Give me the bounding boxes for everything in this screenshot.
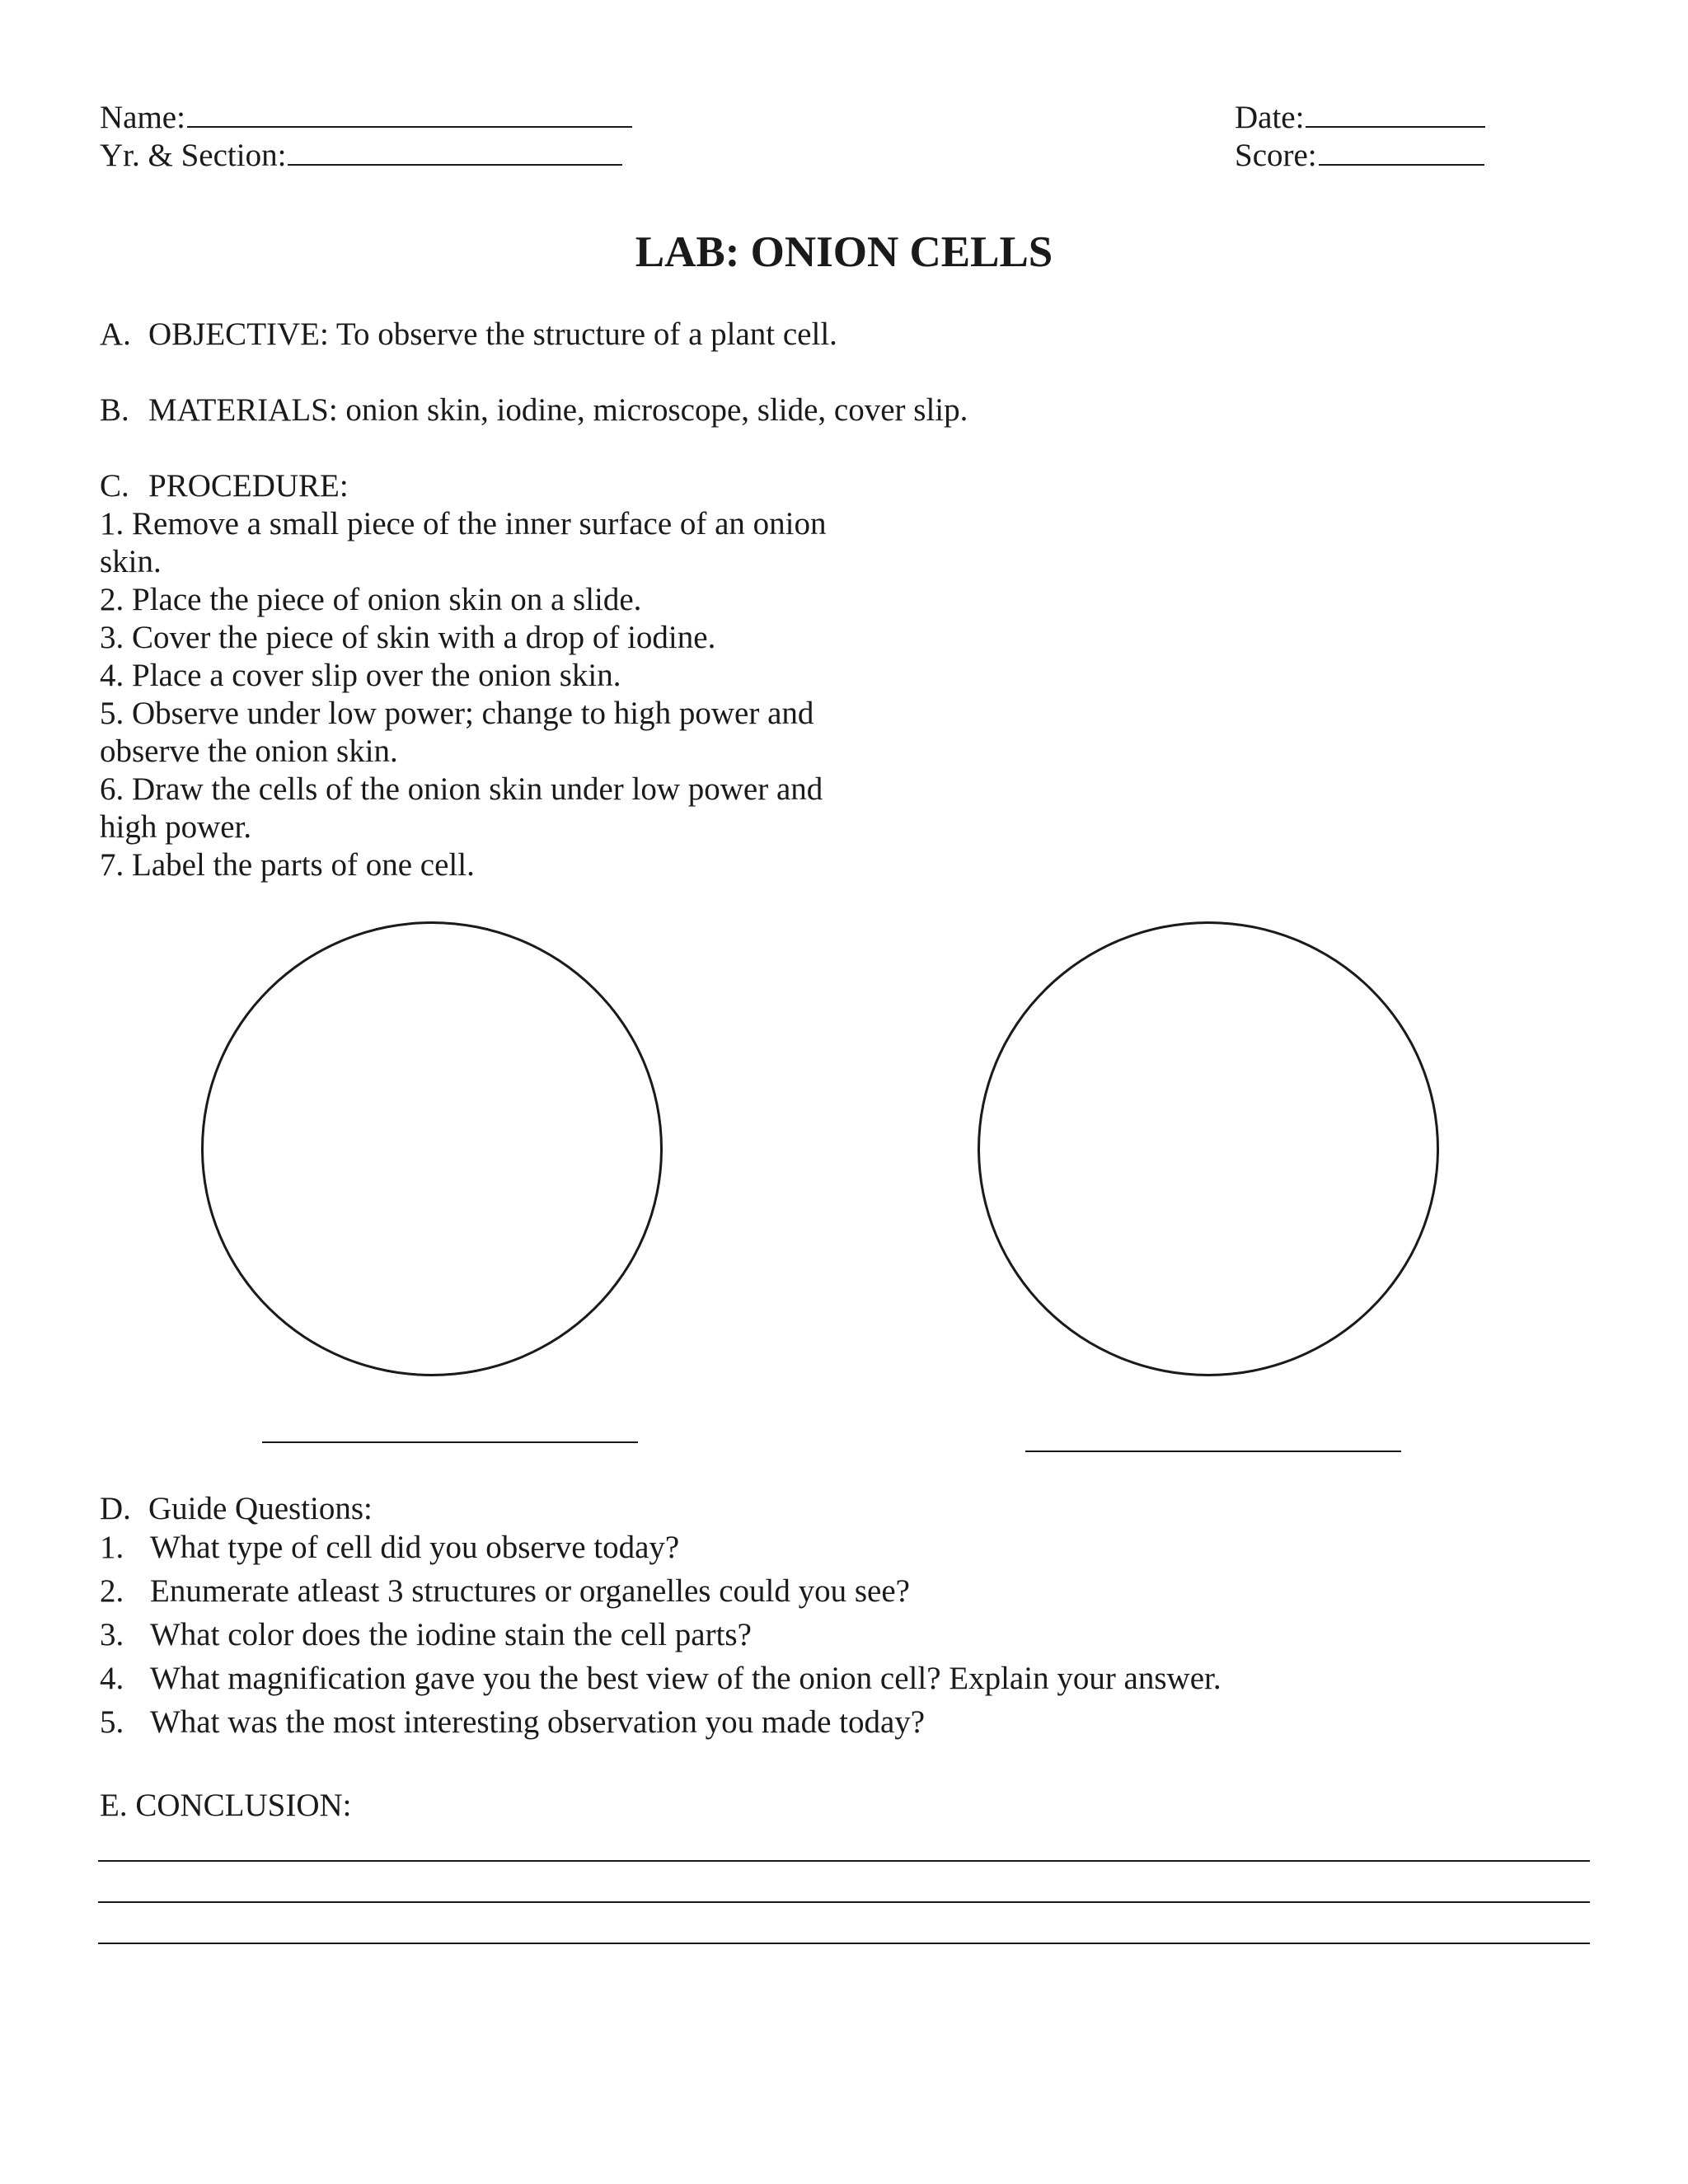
question-number: 5. [100,1704,124,1740]
guide-question [0,1575,1688,1613]
procedure-line: 7. Label the parts of one cell. [100,847,475,883]
procedure-letter: C. [100,468,129,504]
materials-text: MATERIALS: onion skin, iodine, microscope, slide, cover slip. [148,392,968,428]
question-text: What was the most interesting observation you made today? [150,1704,926,1740]
guide-questions-heading: Guide Questions: [148,1491,373,1526]
date-blank[interactable] [1306,126,1485,128]
score-label: Score: [1235,138,1317,173]
materials-letter: B. [100,392,129,428]
procedure-line: 2. Place the piece of onion skin on a slide. [100,582,642,617]
objective-letter: A. [100,316,131,352]
procedure-line: 5. Observe under low power; change to high power and [100,696,814,731]
guide-question [0,1531,1688,1569]
objective-text: OBJECTIVE: To observe the structure of a plant cell. [148,316,837,352]
section-field[interactable] [100,139,622,171]
low-power-caption-line[interactable] [262,1441,638,1443]
procedure-line: skin. [100,544,162,579]
procedure-line: observe the onion skin. [100,733,398,769]
question-text: What type of cell did you observe today? [150,1530,680,1565]
guide-question [0,1619,1688,1657]
conclusion-line[interactable] [98,1943,1590,1944]
question-number: 3. [100,1617,124,1652]
section-blank[interactable] [288,164,622,166]
procedure-line: 6. Draw the cells of the onion skin under low power and [100,771,823,807]
guide-question [0,1662,1688,1700]
score-field[interactable] [1235,139,1484,171]
score-blank[interactable] [1319,164,1484,166]
high-power-drawing-circle[interactable] [978,921,1439,1376]
name-blank[interactable] [187,126,632,128]
date-field[interactable] [1235,101,1485,134]
procedure-line: 1. Remove a small piece of the inner surface of an onion [100,506,827,541]
procedure-heading: PROCEDURE: [148,468,349,504]
question-number: 1. [100,1530,124,1565]
question-number: 4. [100,1661,124,1696]
procedure-line: high power. [100,809,252,845]
guide-questions-letter: D. [100,1491,131,1526]
procedure-line: 3. Cover the piece of skin with a drop of iodine. [100,620,716,655]
name-field[interactable] [100,101,632,134]
procedure-line: 4. Place a cover slip over the onion skin. [100,658,621,693]
question-text: Enumerate atleast 3 structures or organelles could you see? [150,1573,910,1609]
conclusion-heading: E. CONCLUSION: [100,1788,352,1823]
page-title: LAB: ONION CELLS [635,228,1053,276]
conclusion-line[interactable] [98,1860,1590,1862]
question-number: 2. [100,1573,124,1609]
date-label: Date: [1235,100,1305,135]
objective-section [100,318,131,350]
conclusion-line[interactable] [98,1901,1590,1903]
question-text: What magnification gave you the best view of the onion cell? Explain your answer. [150,1661,1221,1696]
guide-question [0,1706,1688,1744]
high-power-caption-line[interactable] [1025,1451,1401,1452]
low-power-drawing-circle[interactable] [201,921,663,1376]
section-label: Yr. & Section: [100,138,287,173]
name-label: Name: [100,100,185,135]
question-text: What color does the iodine stain the cell parts? [150,1617,752,1652]
